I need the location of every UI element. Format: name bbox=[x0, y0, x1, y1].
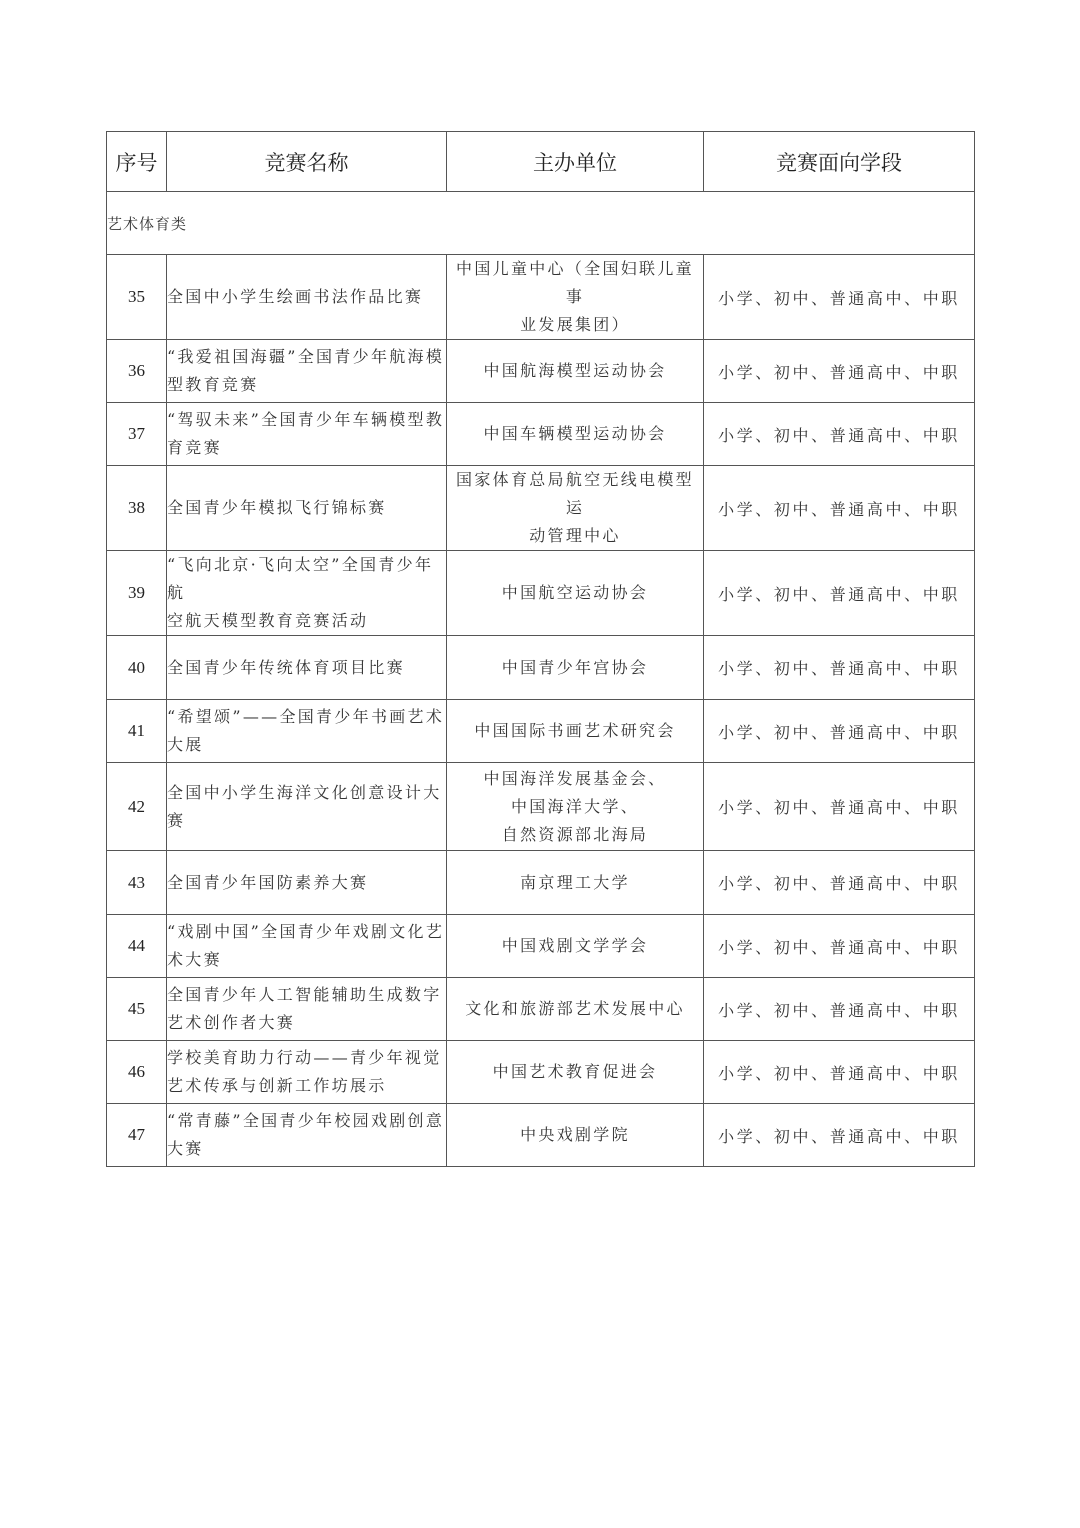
table-row bbox=[107, 1104, 975, 1167]
serial-number: 38 bbox=[107, 466, 167, 551]
organizer: 南京理工大学 bbox=[447, 851, 704, 915]
organizer: 中国青少年宫协会 bbox=[447, 636, 704, 700]
target-stage: 小学、初中、普通高中、中职 bbox=[704, 700, 975, 763]
header-organizer: 主办单位 bbox=[447, 132, 704, 192]
header-serial-number: 序号 bbox=[107, 132, 167, 192]
target-stage: 小学、初中、普通高中、中职 bbox=[704, 763, 975, 851]
organizer: 中央戏剧学院 bbox=[447, 1104, 704, 1167]
table-row bbox=[107, 255, 975, 340]
competition-table bbox=[106, 131, 975, 1167]
table-row bbox=[107, 1041, 975, 1104]
table-row bbox=[107, 403, 975, 466]
serial-number: 39 bbox=[107, 551, 167, 636]
target-stage: 小学、初中、普通高中、中职 bbox=[704, 255, 975, 340]
table-row bbox=[107, 700, 975, 763]
competition-name: “希望颂”——全国青少年书画艺术 大展 bbox=[167, 700, 447, 763]
serial-number: 42 bbox=[107, 763, 167, 851]
organizer: 中国国际书画艺术研究会 bbox=[447, 700, 704, 763]
organizer: 文化和旅游部艺术发展中心 bbox=[447, 978, 704, 1041]
target-stage: 小学、初中、普通高中、中职 bbox=[704, 466, 975, 551]
table-row bbox=[107, 978, 975, 1041]
table-row bbox=[107, 340, 975, 403]
table-row bbox=[107, 636, 975, 700]
header-target-stage: 竞赛面向学段 bbox=[704, 132, 975, 192]
competition-name: 全国青少年传统体育项目比赛 bbox=[167, 636, 447, 700]
organizer: 中国戏剧文学学会 bbox=[447, 915, 704, 978]
serial-number: 41 bbox=[107, 700, 167, 763]
serial-number: 47 bbox=[107, 1104, 167, 1167]
header-competition-name: 竞赛名称 bbox=[167, 132, 447, 192]
competition-name: 全国青少年国防素养大赛 bbox=[167, 851, 447, 915]
competition-name: “我爱祖国海疆”全国青少年航海模 型教育竞赛 bbox=[167, 340, 447, 403]
target-stage: 小学、初中、普通高中、中职 bbox=[704, 978, 975, 1041]
serial-number: 37 bbox=[107, 403, 167, 466]
organizer: 中国海洋发展基金会、 中国海洋大学、 自然资源部北海局 bbox=[447, 763, 704, 851]
competition-name: 全国青少年人工智能辅助生成数字 艺术创作者大赛 bbox=[167, 978, 447, 1041]
serial-number: 36 bbox=[107, 340, 167, 403]
table-row bbox=[107, 851, 975, 915]
serial-number: 43 bbox=[107, 851, 167, 915]
section-row bbox=[107, 192, 975, 255]
table-row bbox=[107, 763, 975, 851]
target-stage: 小学、初中、普通高中、中职 bbox=[704, 551, 975, 636]
competition-name: 学校美育助力行动——青少年视觉 艺术传承与创新工作坊展示 bbox=[167, 1041, 447, 1104]
serial-number: 46 bbox=[107, 1041, 167, 1104]
serial-number: 45 bbox=[107, 978, 167, 1041]
target-stage: 小学、初中、普通高中、中职 bbox=[704, 1104, 975, 1167]
organizer: 中国航空运动协会 bbox=[447, 551, 704, 636]
serial-number: 44 bbox=[107, 915, 167, 978]
competition-name: “驾驭未来”全国青少年车辆模型教 育竞赛 bbox=[167, 403, 447, 466]
competition-name: “飞向北京·飞向太空”全国青少年航 空航天模型教育竞赛活动 bbox=[167, 551, 447, 636]
table-header-row bbox=[107, 132, 975, 192]
section-title: 艺术体育类 bbox=[107, 192, 975, 255]
target-stage: 小学、初中、普通高中、中职 bbox=[704, 403, 975, 466]
organizer: 国家体育总局航空无线电模型运 动管理中心 bbox=[447, 466, 704, 551]
competition-name: “戏剧中国”全国青少年戏剧文化艺 术大赛 bbox=[167, 915, 447, 978]
organizer: 中国航海模型运动协会 bbox=[447, 340, 704, 403]
organizer: 中国车辆模型运动协会 bbox=[447, 403, 704, 466]
competition-name: 全国青少年模拟飞行锦标赛 bbox=[167, 466, 447, 551]
table-row bbox=[107, 551, 975, 636]
serial-number: 35 bbox=[107, 255, 167, 340]
table-row bbox=[107, 466, 975, 551]
target-stage: 小学、初中、普通高中、中职 bbox=[704, 636, 975, 700]
serial-number: 40 bbox=[107, 636, 167, 700]
target-stage: 小学、初中、普通高中、中职 bbox=[704, 340, 975, 403]
target-stage: 小学、初中、普通高中、中职 bbox=[704, 1041, 975, 1104]
organizer: 中国儿童中心（全国妇联儿童事 业发展集团） bbox=[447, 255, 704, 340]
competition-name: 全国中小学生绘画书法作品比赛 bbox=[167, 255, 447, 340]
organizer: 中国艺术教育促进会 bbox=[447, 1041, 704, 1104]
table-row bbox=[107, 915, 975, 978]
target-stage: 小学、初中、普通高中、中职 bbox=[704, 915, 975, 978]
competition-name: 全国中小学生海洋文化创意设计大 赛 bbox=[167, 763, 447, 851]
target-stage: 小学、初中、普通高中、中职 bbox=[704, 851, 975, 915]
competition-name: “常青藤”全国青少年校园戏剧创意 大赛 bbox=[167, 1104, 447, 1167]
